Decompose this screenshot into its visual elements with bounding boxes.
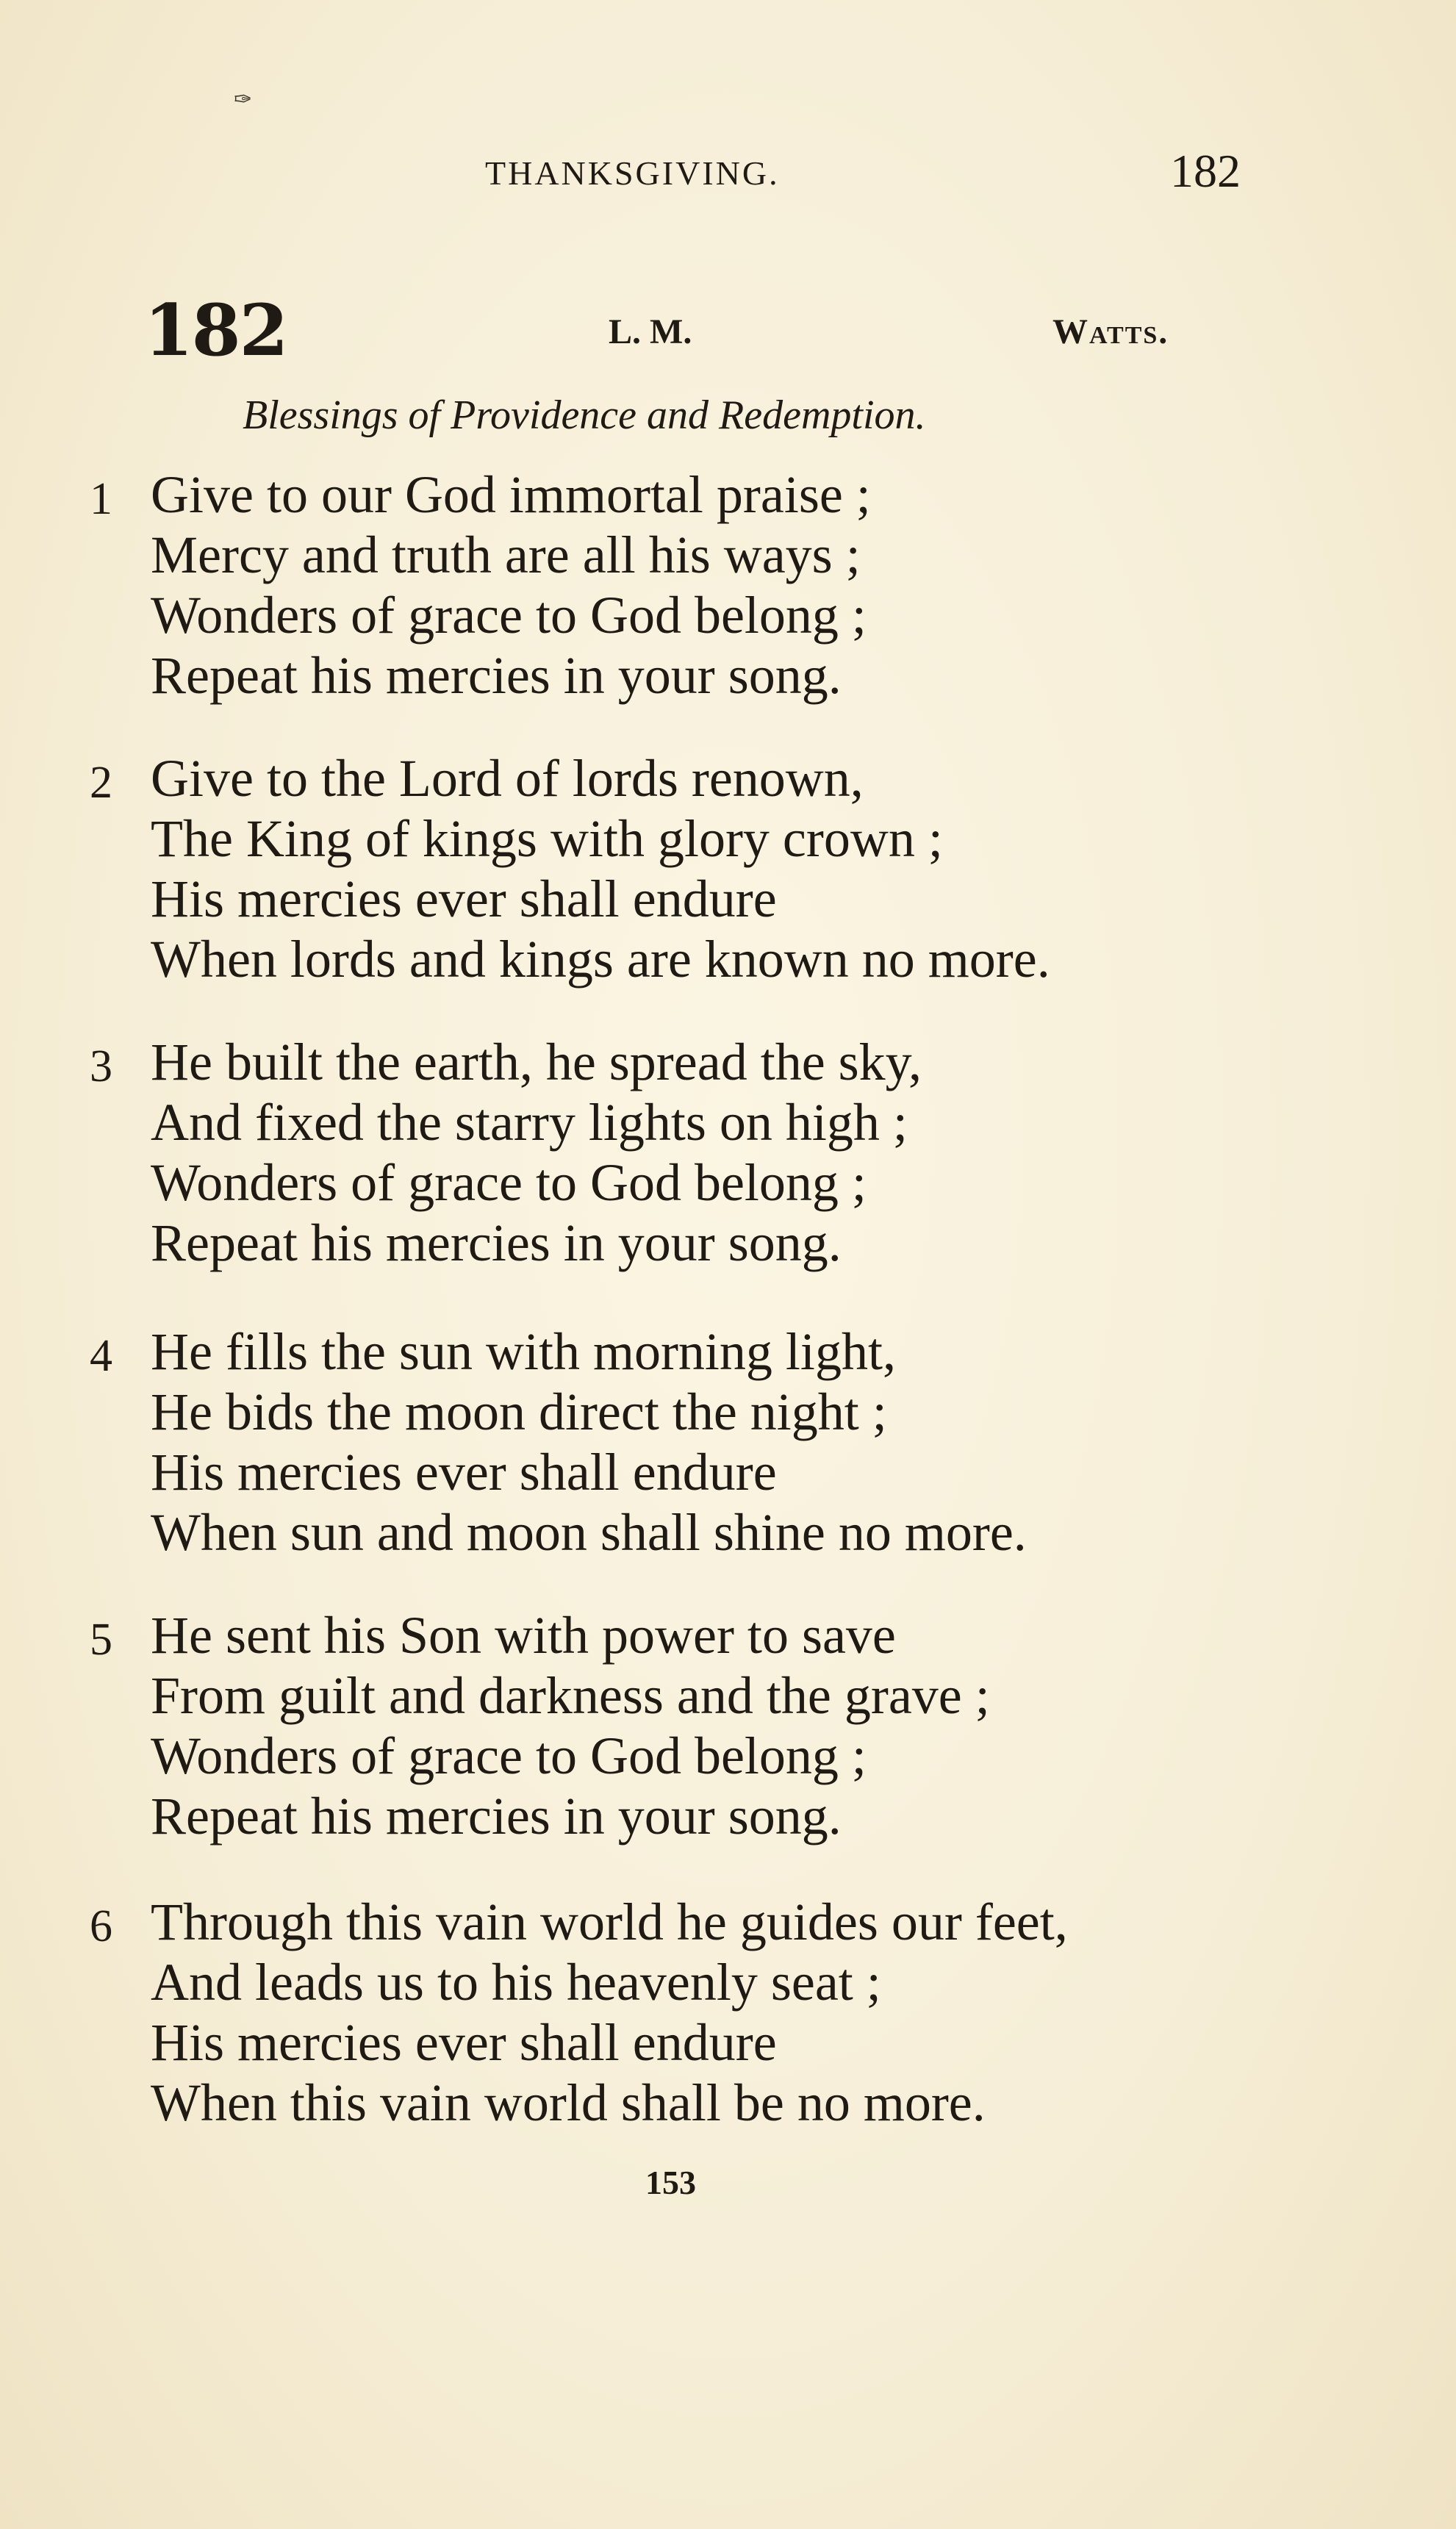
stanza-line: Mercy and truth are all his ways ; [151, 525, 861, 584]
running-head [0, 146, 1456, 197]
stanza-number: 3 [90, 1041, 112, 1091]
stanza-line: When this vain world shall be no more. [151, 2073, 986, 2132]
stanza-line: And leads us to his heavenly seat ; [151, 1953, 881, 2012]
stanza-line: And fixed the starry lights on high ; [151, 1093, 908, 1152]
stanza-line: When lords and kings are known no more. [151, 930, 1050, 989]
stanza-line: Give to our God immortal praise ; [151, 465, 871, 524]
stanza-line: Wonders of grace to God belong ; [151, 1153, 867, 1212]
running-head-page-number: 182 [1170, 145, 1241, 197]
stanza-number: 6 [90, 1901, 112, 1951]
stanza-line: His mercies ever shall endure [151, 2013, 777, 2072]
stanza-line: Give to the Lord of lords renown, [151, 749, 864, 808]
stanza-number: 1 [90, 474, 112, 524]
hymn-header [0, 289, 1456, 372]
stanza-line: His mercies ever shall endure [151, 869, 777, 928]
stanza-4 [0, 1321, 1456, 1562]
stanza-line: He bids the moon direct the night ; [151, 1382, 887, 1441]
hymn-author: Watts. [1052, 312, 1169, 351]
stanza-3 [0, 1032, 1456, 1272]
stanza-line: He sent his Son with power to save [151, 1606, 896, 1665]
stanza-line: From guilt and darkness and the grave ; [151, 1666, 990, 1725]
folio-number: 153 [645, 2164, 696, 2201]
stanza-line: He fills the sun with morning light, [151, 1322, 896, 1381]
stanza-6 [0, 1892, 1456, 2132]
stanza-line: Through this vain world he guides our feet, [151, 1893, 1068, 1951]
stanza-1 [0, 464, 1456, 705]
stanza-2 [0, 748, 1456, 989]
stanza-line: Repeat his mercies in your song. [151, 646, 842, 705]
stanza-number: 2 [90, 758, 112, 808]
stanza-line: Wonders of grace to God belong ; [151, 586, 867, 645]
stanza-line: His mercies ever shall endure [151, 1443, 777, 1502]
stanza-line: When sun and moon shall shine no more. [151, 1503, 1027, 1562]
stanza-line: Repeat his mercies in your song. [151, 1213, 842, 1272]
hymn-subtitle: Blessings of Providence and Redemption. [243, 392, 926, 438]
stanza-line: Wonders of grace to God belong ; [151, 1726, 867, 1785]
running-head-title: THANKSGIVING. [485, 154, 780, 192]
stanza-5 [0, 1605, 1456, 1845]
stanza-line: The King of kings with glory crown ; [151, 809, 943, 868]
stanza-number: 5 [90, 1615, 112, 1665]
pen-mark-icon: ✑ [234, 87, 253, 112]
hymn-number: 182 [144, 289, 287, 372]
hymn-meter: L. M. [609, 312, 692, 351]
stanza-line: Repeat his mercies in your song. [151, 1787, 842, 1845]
stanza-line: He built the earth, he spread the sky, [151, 1033, 922, 1091]
stanza-number: 4 [90, 1331, 112, 1381]
